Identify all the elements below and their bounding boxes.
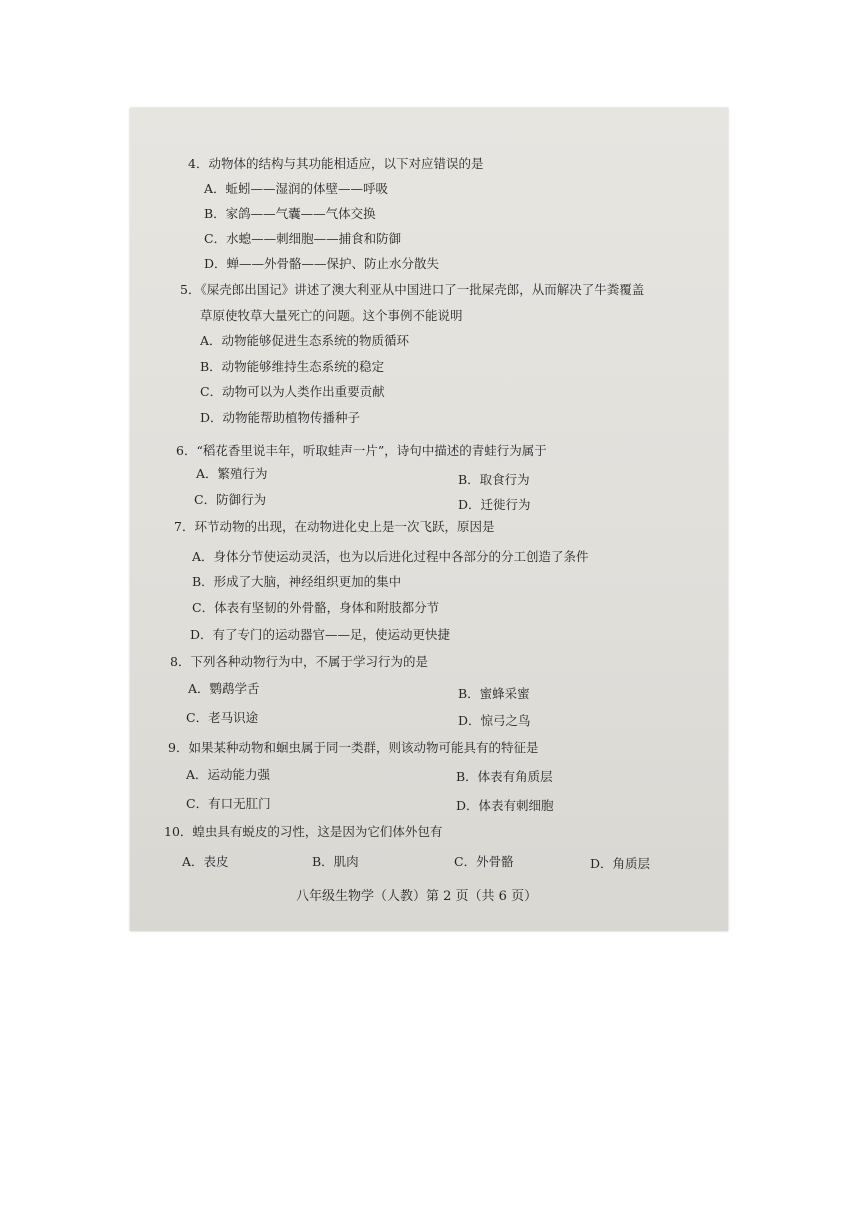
exam-page: [130, 108, 728, 931]
question-9-option-d: D．体表有刺细胞: [456, 798, 554, 813]
question-6-option-d: D．迁徙行为: [458, 497, 531, 512]
question-7-option-d: D．有了专门的运动器官——足，使运动更快捷: [190, 627, 451, 642]
question-6-option-c: C．防御行为: [194, 492, 267, 507]
question-10-option-d: D．角质层: [590, 856, 651, 871]
question-5-stem-line-1: 5．《屎壳郎出国记》讲述了澳大利亚从中国进口了一批屎壳郎，从而解决了牛粪覆盖: [180, 282, 645, 297]
question-8-stem: 8．下列各种动物行为中，不属于学习行为的是: [170, 654, 428, 669]
question-5-option-c: C．动物可以为人类作出重要贡献: [200, 384, 385, 399]
question-9-option-a: A．运动能力强: [186, 767, 271, 782]
question-9-option-b: B．体表有角质层: [456, 769, 553, 784]
question-5-option-d: D．动物能帮助植物传播种子: [200, 410, 361, 425]
question-6-option-a: A．繁殖行为: [196, 466, 268, 481]
question-8-option-b: B．蜜蜂采蜜: [458, 686, 530, 701]
question-7-stem: 7．环节动物的出现，在动物进化史上是一次飞跃，原因是: [174, 519, 495, 534]
question-4-option-a: A．蚯蚓——湿润的体壁——呼吸: [204, 181, 389, 196]
question-9-option-c: C．有口无肛门: [186, 796, 271, 811]
question-7-option-c: C．体表有坚韧的外骨骼，身体和附肢都分节: [192, 600, 440, 615]
question-8-option-d: D．惊弓之鸟: [458, 713, 531, 728]
question-4-option-b: B．家鸽——气囊——气体交换: [204, 206, 376, 221]
question-8-option-a: A．鹦鹉学舌: [188, 681, 260, 696]
question-5-stem-line-2: 草原使牧草大量死亡的问题。这个事例不能说明: [200, 308, 463, 323]
question-4-option-c: C．水螅——刺细胞——捕食和防御: [204, 231, 402, 246]
question-6-stem: 6．“稻花香里说丰年，听取蛙声一片”，诗句中描述的青蛙行为属于: [176, 443, 547, 458]
question-5-option-a: A．动物能够促进生态系统的物质循环: [200, 333, 410, 348]
question-10-option-b: B．肌肉: [312, 854, 359, 869]
question-6-option-b: B．取食行为: [458, 472, 530, 487]
question-4-stem: 4．动物体的结构与其功能相适应，以下对应错误的是: [188, 156, 484, 171]
question-10-stem: 10．蝗虫具有蜕皮的习性，这是因为它们体外包有: [164, 824, 443, 839]
question-5-option-b: B．动物能够维持生态系统的稳定: [200, 359, 385, 374]
question-7-option-b: B．形成了大脑，神经组织更加的集中: [192, 574, 402, 589]
page-footer: 八年级生物学（人教）第 2 页（共 6 页）: [296, 889, 538, 904]
question-7-option-a: A．身体分节使运动灵活，也为以后进化过程中各部分的分工创造了条件: [192, 549, 589, 564]
question-8-option-c: C．老马识途: [186, 710, 259, 725]
question-10-option-c: C．外骨骼: [454, 854, 514, 869]
question-4-option-d: D．蝉——外骨骼——保护、防止水分散失: [204, 256, 440, 271]
question-10-option-a: A．表皮: [182, 854, 229, 869]
question-9-stem: 9．如果某种动物和蛔虫属于同一类群，则该动物可能具有的特征是: [168, 740, 539, 755]
